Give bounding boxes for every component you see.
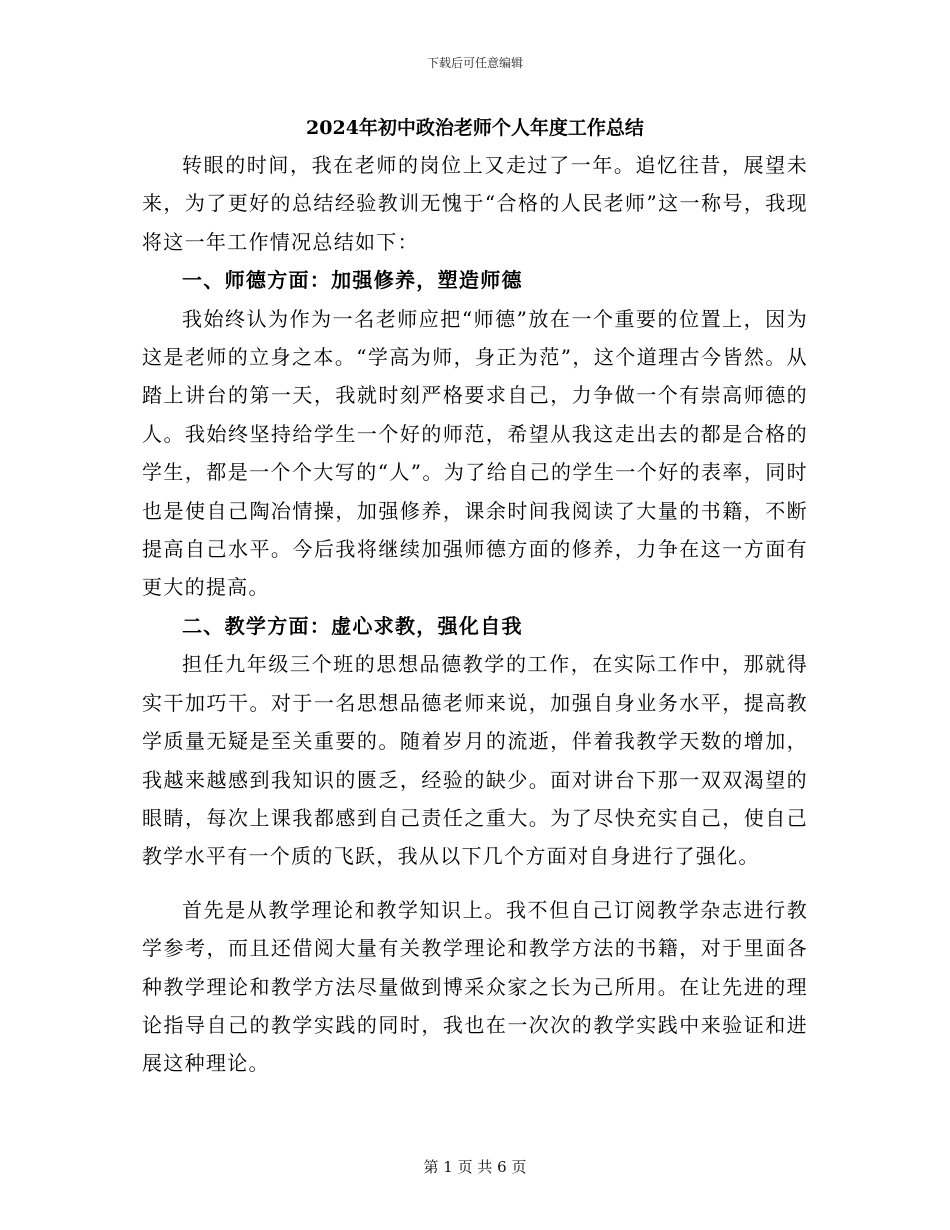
document-title: 2024年初中政治老师个人年度工作总结 bbox=[306, 117, 644, 139]
paragraph-teaching: 担任九年级三个班的思想品德教学的工作，在实际工作中，那就得实干加巧干。对于一名思想品德老师来说，加强自身业务水平，提高教学质量无疑是至关重要的。随着岁月的流逝，伴着我教学天数的增加，我越来越感到我知识的匮乏，经验的缺少。面对讲台下那一双双渴望的眼睛，每次上课我都感到自己责任之重大。为了尽快充实自己，使自己教学水平有一个质的飞跃，我从以下几个方面对自身进行了强化。 bbox=[142, 652, 808, 869]
document-body bbox=[142, 146, 808, 1083]
paragraph-ethics: 我始终认为作为一名老师应把“师德”放在一个重要的位置上，因为这是老师的立身之本。“学高为师，身正为范”，这个道理古今皆然。从踏上讲台的第一天，我就时刻严格要求自己，力争做一个有崇高师德的人。我始终坚持给学生一个好的师范，希望从我这走出去的都是合格的学生，都是一个个大写的“人”。为了给自己的学生一个好的表率，同时也是使自己陶冶情操，加强修养，课余时间我阅读了大量的书籍，不断提高自己水平。今后我将继续加强师德方面的修养，力争在这一方面有更大的提高。 bbox=[142, 306, 808, 600]
page-footer: 第 1 页 共 6 页 bbox=[423, 1158, 527, 1176]
section-heading-ethics: 一、师德方面：加强修养，塑造师德 bbox=[182, 268, 523, 293]
header-note: 下载后可任意编辑 bbox=[426, 56, 523, 70]
paragraph-intro: 转眼的时间，我在老师的岗位上又走过了一年。追忆往昔，展望未来，为了更好的总结经验教训无愧于“合格的人民老师”这一称号，我现将这一年工作情况总结如下： bbox=[142, 153, 808, 254]
section-heading-teaching: 二、教学方面：虚心求教，强化自我 bbox=[182, 613, 523, 638]
paragraph-theory: 首先是从教学理论和教学知识上。我不但自己订阅教学杂志进行教学参考，而且还借阅大量有关教学理论和教学方法的书籍，对于里面各种教学理论和教学方法尽量做到博采众家之长为己所用。在让先进的理论指导自己的教学实践的同时，我也在一次次的教学实践中来验证和进展这种理论。 bbox=[142, 897, 808, 1076]
